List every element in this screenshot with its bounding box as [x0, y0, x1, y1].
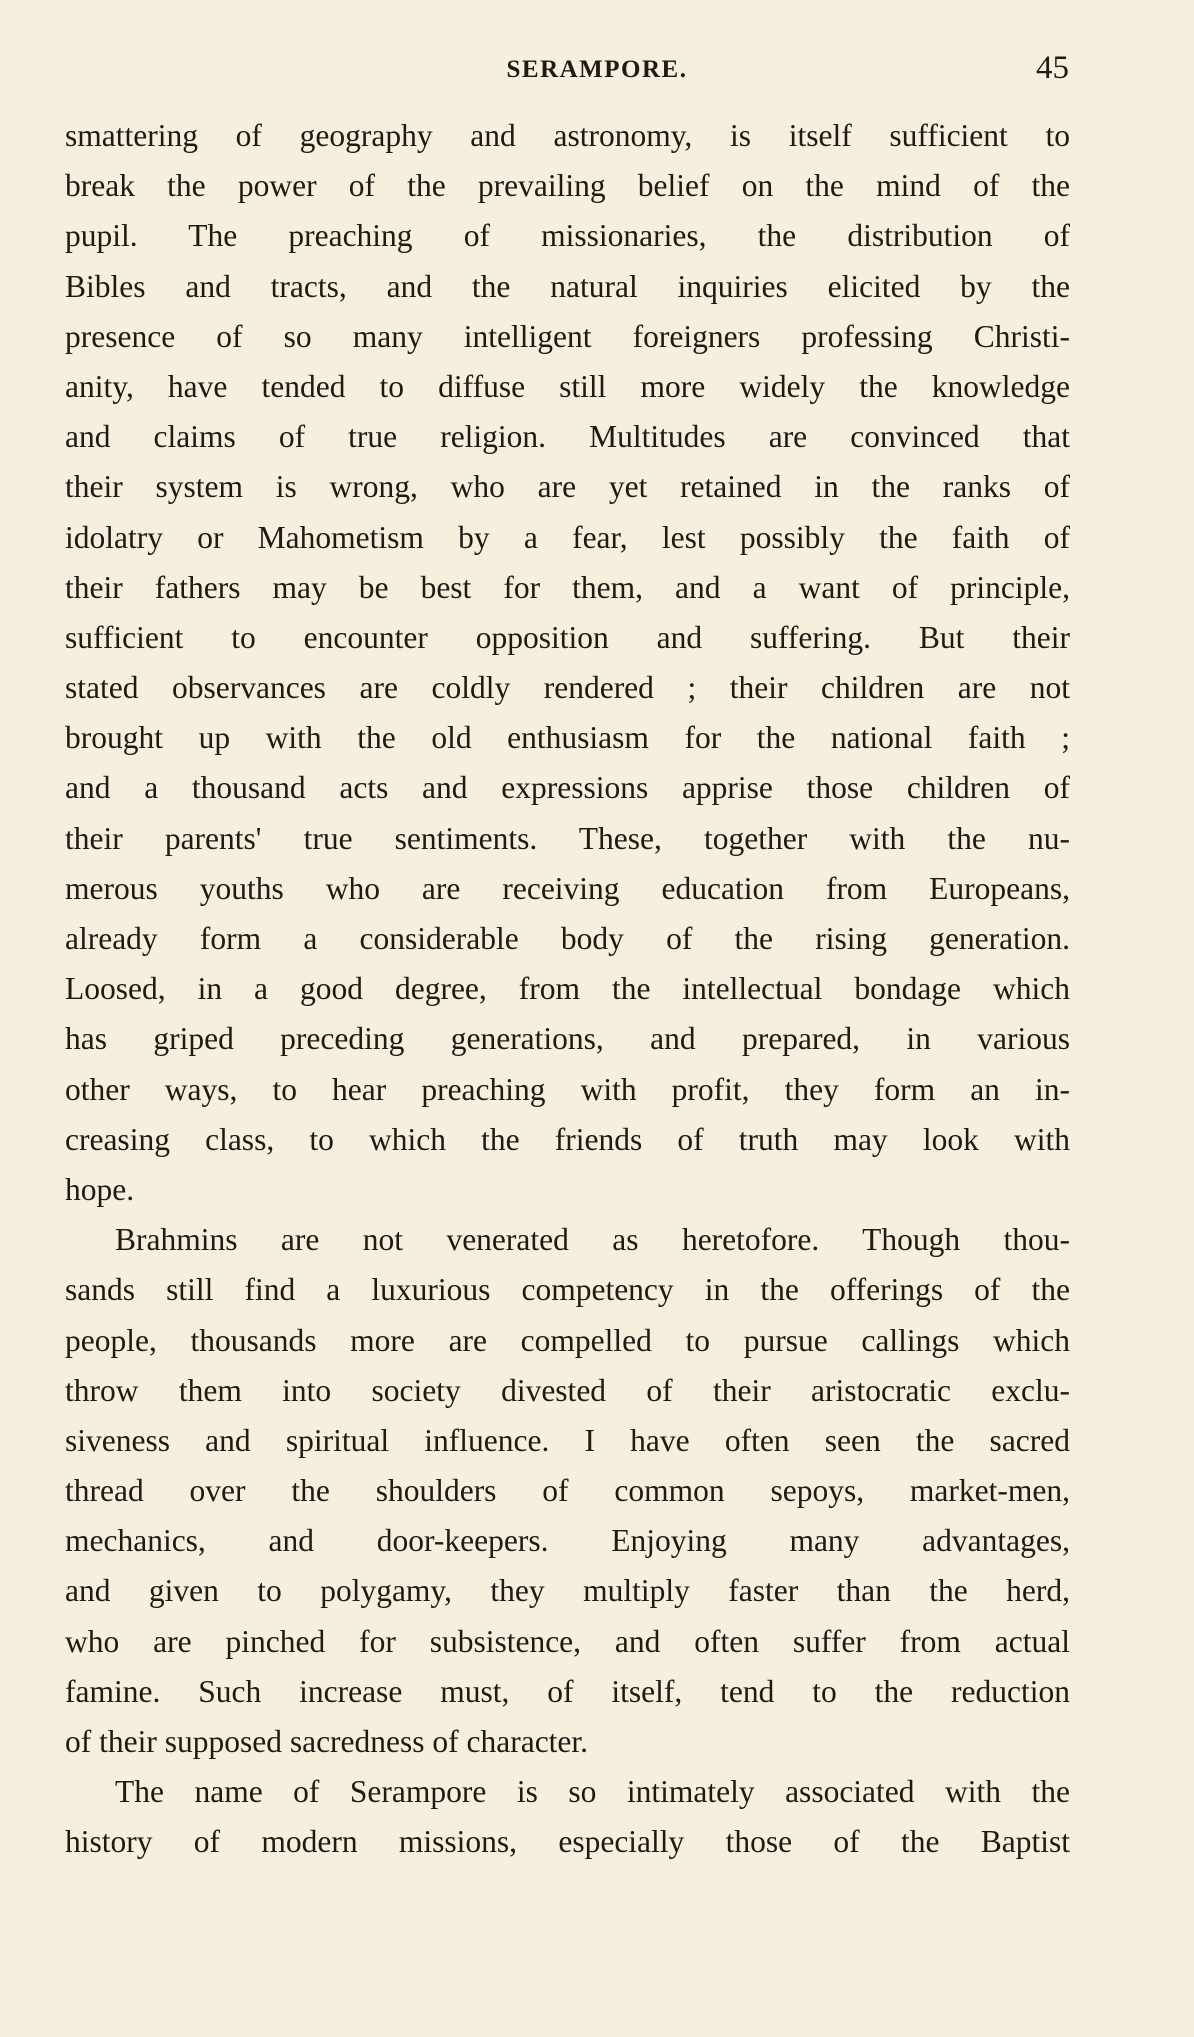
paragraph-end-line: hope. — [65, 1171, 135, 1207]
paragraph-start-line: Brahmins are not venerated as heretofore. Though thou- — [115, 1222, 1070, 1258]
text-line: idolatry or Mahometism by a fear, lest possibly the faith of — [65, 519, 1070, 555]
text-line: stated observances are coldly rendered ; their children are not — [65, 670, 1070, 706]
text-line: and claims of true religion. Multitudes are convinced that — [65, 419, 1070, 455]
text-line: who are pinched for subsistence, and often suffer from actual — [65, 1623, 1070, 1659]
text-line: smattering of geography and astronomy, is itself sufficient to — [65, 118, 1070, 153]
text-line: their fathers may be best for them, and a want of principle, — [65, 569, 1070, 605]
running-head — [0, 52, 1194, 92]
text-line: has griped preceding generations, and prepared, in various — [65, 1021, 1070, 1057]
text-line: their system is wrong, who are yet retained in the ranks of — [65, 469, 1070, 505]
text-line: Loosed, in a good degree, from the intellectual bondage which — [65, 971, 1070, 1007]
text-line: other ways, to hear preaching with profit, they form an in- — [65, 1071, 1070, 1107]
text-line: brought up with the old enthusiasm for the national faith ; — [65, 720, 1070, 756]
text-line: and a thousand acts and expressions apprise those children of — [65, 770, 1070, 806]
text-line: sufficient to encounter opposition and suffering. But their — [65, 619, 1070, 655]
text-line: sands still find a luxurious competency in the offerings of the — [65, 1272, 1070, 1308]
text-line: creasing class, to which the friends of truth may look with — [65, 1121, 1070, 1157]
text-line: pupil. The preaching of missionaries, the distribution of — [65, 218, 1070, 254]
text-line: Bibles and tracts, and the natural inquiries elicited by the — [65, 268, 1070, 304]
text-line: siveness and spiritual influence. I have often seen the sacred — [65, 1422, 1070, 1458]
text-line: famine. Such increase must, of itself, tend to the reduction — [65, 1673, 1070, 1709]
text-line: mechanics, and door-keepers. Enjoying many advantages, — [65, 1523, 1070, 1559]
paragraph-start-line: The name of Serampore is so intimately associated with the — [115, 1774, 1070, 1810]
text-line: already form a considerable body of the rising generation. — [65, 921, 1070, 956]
text-line: merous youths who are receiving education from Europeans, — [65, 870, 1070, 906]
text-line: their parents' true sentiments. These, together with the nu- — [65, 820, 1070, 856]
text-line: presence of so many intelligent foreigners professing Christi- — [65, 318, 1070, 354]
text-line: thread over the shoulders of common sepoys, market-men, — [65, 1473, 1070, 1509]
text-line: people, thousands more are compelled to pursue callings which — [65, 1322, 1070, 1358]
text-line: anity, have tended to diffuse still more widely the knowledge — [65, 368, 1070, 404]
paragraph-end-line: of their supposed sacredness of character. — [65, 1724, 589, 1759]
text-line: break the power of the prevailing belief on the mind of the — [65, 168, 1070, 204]
body-text — [65, 111, 1070, 1868]
text-line: history of modern missions, especially those of the Baptist — [65, 1824, 1070, 1860]
text-line: throw them into society divested of their aristocratic exclu- — [65, 1372, 1070, 1408]
page-number: 45 — [1036, 50, 1069, 86]
running-title: SERAMPORE. — [506, 56, 688, 83]
text-line: and given to polygamy, they multiply faster than the herd, — [65, 1573, 1070, 1609]
